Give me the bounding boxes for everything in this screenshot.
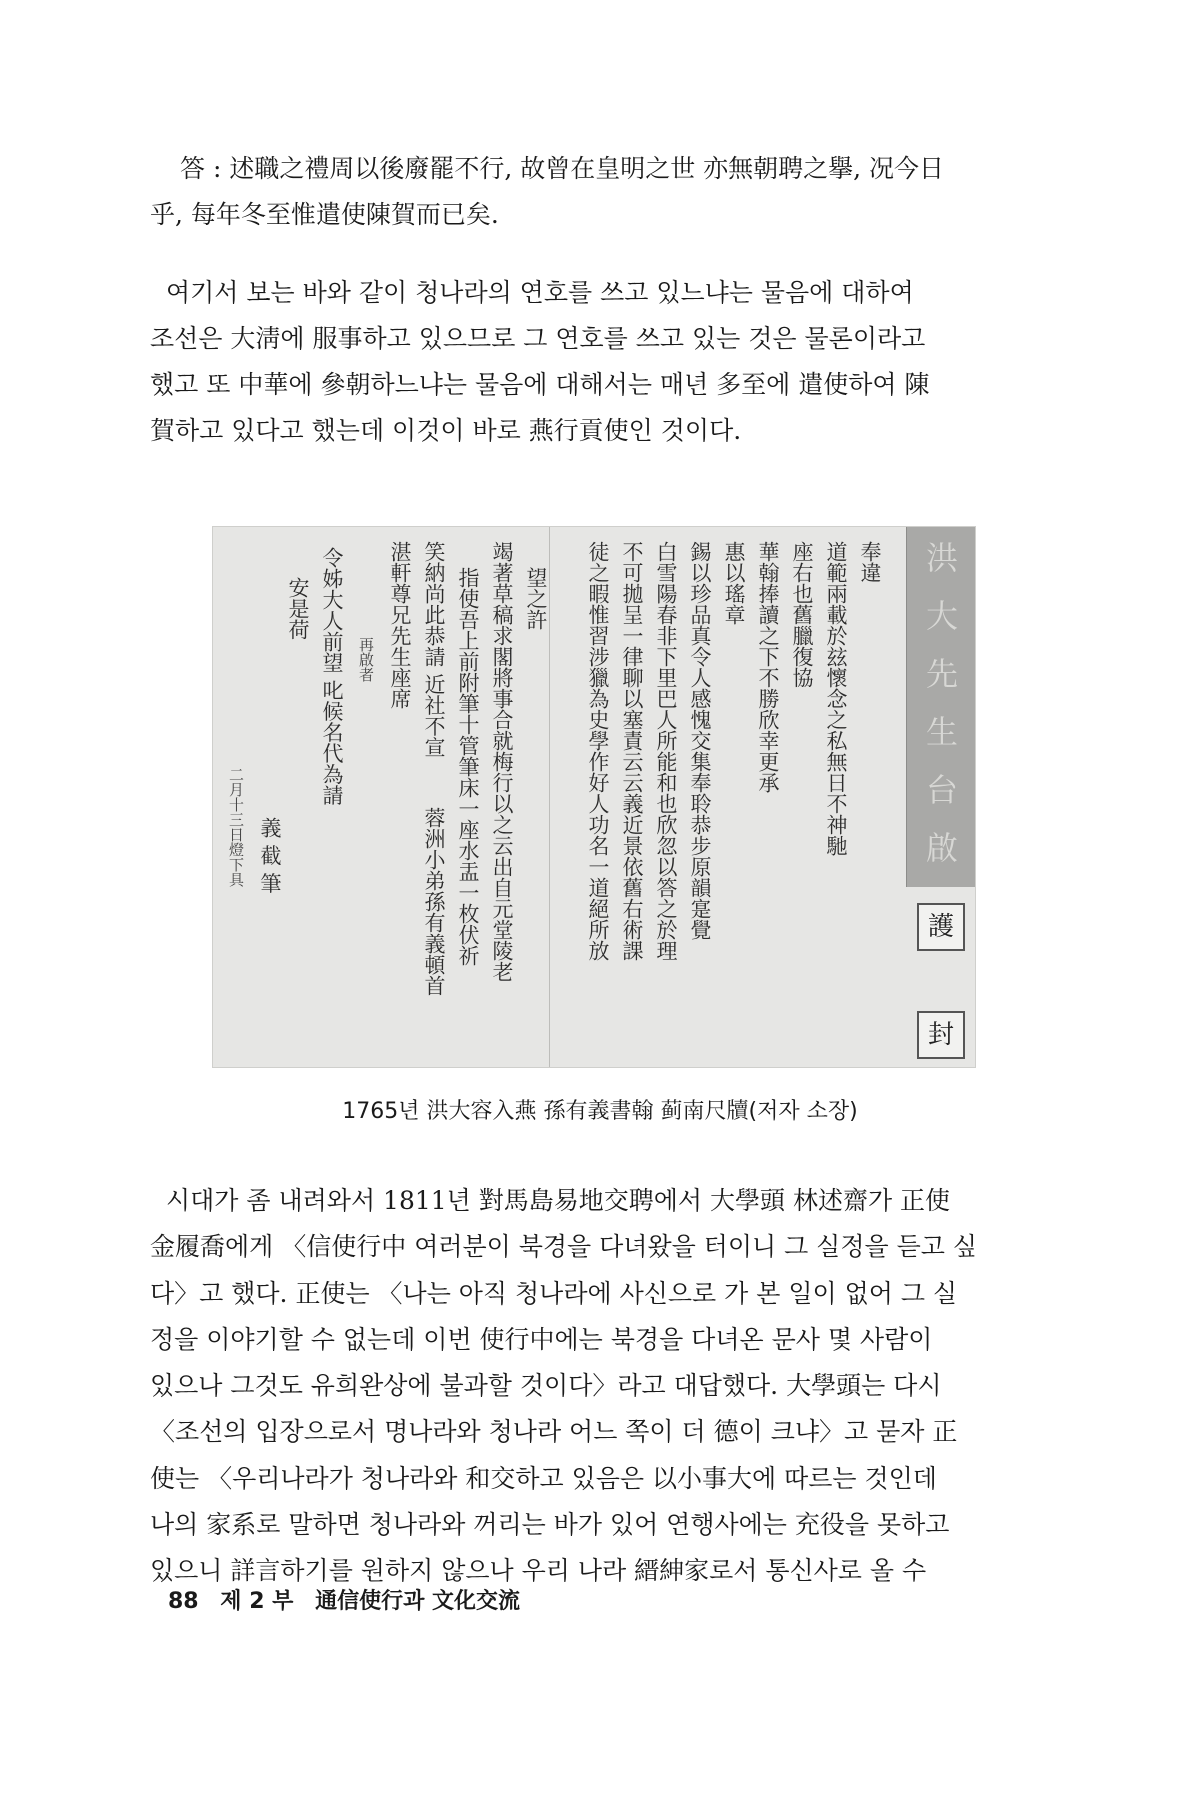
text-line: 賀하고 있다고 했는데 이것이 바로 燕行貢使인 것이다.	[150, 416, 742, 445]
envelope-band-text: 洪大先生台啟	[921, 541, 959, 889]
part-title: 通信使行과 文化交流	[315, 1589, 521, 1614]
signature-column: 蓉洲小弟孫有義頓首	[422, 807, 446, 996]
letter-column: 錫以珍品真令人感愧交集奉聆恭步原韻寔覺	[688, 541, 712, 940]
letter-column: 惠以瑤章	[722, 541, 746, 625]
seal-mark: 封	[917, 1011, 965, 1059]
letter-column: 湛軒尊兄先生座席	[388, 541, 412, 709]
letter-column: 白雪陽春非下里巴人所能和也欣忽以答之於理	[654, 541, 678, 961]
letter-column: 不可拋呈一律聊以塞責云云義近景依舊右術課	[620, 541, 644, 961]
text-line: 答 : 述職之禮周以後廢罷不行, 故曾在皇明之世 亦無朝聘之擧, 况今日	[180, 154, 945, 183]
text-line: 있으나 그것도 유희완상에 불과할 것이다〉라고 대답했다. 大學頭는 다시	[150, 1371, 942, 1401]
letter-column: 奉違	[858, 541, 882, 583]
text-line: 다〉고 했다. 正使는 〈나는 아직 청나라에 사신으로 가 본 일이 없어 그 실	[150, 1278, 958, 1308]
page-footer	[168, 1584, 534, 1615]
letter-column: 竭著草稿求閣將事合就梅行以之云出自元堂陵老	[490, 541, 514, 982]
letter-column: 徒之暇惟習涉獵為史學作好人功名一道絕所放	[586, 541, 610, 961]
letter-column: 望之許	[524, 567, 548, 630]
text-line: 使는 〈우리나라가 청나라와 和交하고 있음은 以小事大에 따르는 것인데	[150, 1463, 937, 1493]
page-number: 88	[168, 1589, 199, 1614]
text-line: 金履喬에게 〈信使行中 여러분이 북경을 다녀왔을 터이니 그 실정을 듣고 싶	[150, 1232, 977, 1262]
letter-column: 指使吾上前附筆十管筆床一座水盂一枚伏祈	[456, 567, 480, 966]
letter-photograph	[212, 526, 976, 1068]
letter-column: 座右也舊臘復協	[790, 541, 814, 688]
text-line: 정을 이야기할 수 없는데 이번 使行中에는 북경을 다녀온 문사 몇 사람이	[150, 1324, 933, 1354]
letter-column: 笑納尚此恭請 近社不宣	[422, 541, 446, 758]
text-line: 乎, 每年冬至惟遣使陳賀而已矣.	[150, 200, 499, 229]
letter-column: 道範兩載於玆懷念之私無日不神馳	[824, 541, 848, 856]
letter-column: 再啟者	[357, 637, 375, 682]
seal-mark: 護	[917, 903, 965, 951]
body-paragraph-1	[150, 270, 1082, 454]
question-answer-paragraph	[150, 146, 1082, 238]
text-line: 조선은 大淸에 服事하고 있으므로 그 연호를 쓰고 있는 것은 물론이라고	[150, 324, 926, 353]
text-line: 했고 또 中華에 參朝하느냐는 물음에 대해서는 매년 多至에 遣使하여 陳	[150, 370, 930, 399]
text-line: 여기서 보는 바와 같이 청나라의 연호를 쓰고 있느냐는 물음에 대하여	[166, 278, 914, 307]
date-column: 二月十三日燈下具	[227, 767, 245, 887]
envelope-band	[906, 527, 975, 887]
text-line: 나의 家系로 말하면 청나라와 꺼리는 바가 있어 연행사에는 充役을 못하고	[150, 1510, 950, 1540]
letter-column: 令姊大人前望 叱候名代為請	[320, 547, 344, 806]
letter-column: 安是荷	[286, 577, 310, 640]
part-label: 제 2 부	[220, 1589, 294, 1614]
letter-column: 華翰捧讀之下不勝欣幸更承	[756, 541, 780, 793]
body-paragraph-2	[150, 1178, 1082, 1595]
figure-caption: 1765년 洪大容入燕 孫有義書翰 蓟南尺牘(저자 소장)	[342, 1099, 858, 1124]
signature-column: 義 截 筆	[258, 817, 282, 894]
text-line: 있으니 詳言하기를 원하지 않으나 우리 나라 縉紳家로서 통신사로 올 수	[150, 1556, 927, 1586]
text-line: 시대가 좀 내려와서 1811년 對馬島易地交聘에서 大學頭 林述齋가 正使	[166, 1186, 951, 1215]
text-line: 〈조선의 입장으로서 명나라와 청나라 어느 쪽이 더 德이 크냐〉고 묻자 正	[150, 1417, 958, 1447]
